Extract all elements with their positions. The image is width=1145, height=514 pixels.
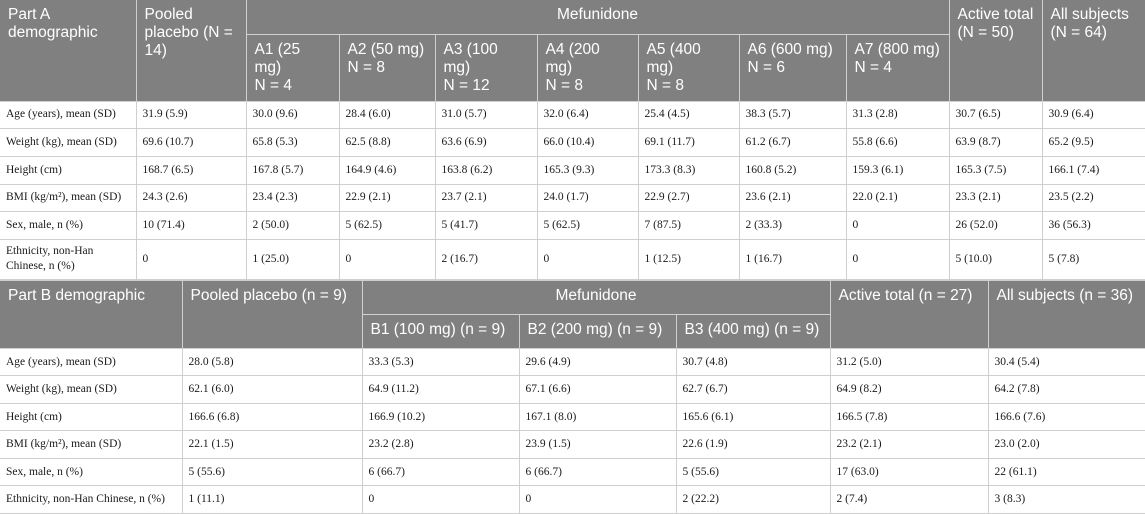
- part-b-body: [0, 348, 1145, 513]
- dose-cell: 38.3 (5.7): [739, 101, 846, 129]
- part-a-drug-header: Mefunidone: [246, 0, 949, 34]
- part-b-placebo-header: Pooled placebo (n = 9): [182, 280, 362, 348]
- dose-cell: 165.3 (9.3): [537, 156, 638, 184]
- part-b-header: [0, 280, 1145, 348]
- active-total-cell: 17 (63.0): [830, 458, 988, 486]
- row-label: Weight (kg), mean (SD): [0, 376, 182, 404]
- dose-cell: 31.3 (2.8): [846, 101, 949, 129]
- dose-cell: 30.0 (9.6): [246, 101, 339, 129]
- part-b-all-header: All subjects (n = 36): [988, 280, 1145, 348]
- dose-cell: 160.8 (5.2): [739, 156, 846, 184]
- dose-cell: 2 (50.0): [246, 212, 339, 240]
- dose-n: N = 4: [854, 58, 892, 76]
- dose-cell: 1 (25.0): [246, 239, 339, 279]
- dose-cell: 0: [846, 212, 949, 240]
- table-row: [0, 403, 1145, 431]
- dose-cell: 163.8 (6.2): [435, 156, 537, 184]
- dose-label: A2 (50 mg): [347, 40, 425, 58]
- dose-cell: 5 (55.6): [676, 458, 830, 486]
- dose-cell: 166.9 (10.2): [362, 403, 519, 431]
- placebo-cell: 28.0 (5.8): [182, 348, 362, 376]
- all-subjects-cell: 5 (7.8): [1042, 239, 1145, 279]
- dose-n: N = 8: [347, 58, 385, 76]
- dose-cell: 33.3 (5.3): [362, 348, 519, 376]
- dose-cell: 5 (62.5): [339, 212, 435, 240]
- dose-cell: 55.8 (6.6): [846, 129, 949, 157]
- dose-cell: 23.6 (2.1): [739, 184, 846, 212]
- dose-cell: 164.9 (4.6): [339, 156, 435, 184]
- all-subjects-cell: 36 (56.3): [1042, 212, 1145, 240]
- dose-cell: 22.0 (2.1): [846, 184, 949, 212]
- active-total-cell: 165.3 (7.5): [949, 156, 1042, 184]
- all-subjects-cell: 166.1 (7.4): [1042, 156, 1145, 184]
- dose-cell: 61.2 (6.7): [739, 129, 846, 157]
- dose-cell: 5 (62.5): [537, 212, 638, 240]
- dose-cell: 1 (12.5): [638, 239, 739, 279]
- dose-cell: 62.5 (8.8): [339, 129, 435, 157]
- active-total-cell: 31.2 (5.0): [830, 348, 988, 376]
- active-total-cell: 30.7 (6.5): [949, 101, 1042, 129]
- dose-cell: 2 (22.2): [676, 486, 830, 514]
- dose-cell: 66.0 (10.4): [537, 129, 638, 157]
- part-b-dose-header: B2 (200 mg) (n = 9): [519, 314, 676, 348]
- placebo-cell: 0: [136, 239, 246, 279]
- dose-label: A4 (200 mg): [545, 40, 600, 76]
- active-total-cell: 26 (52.0): [949, 212, 1042, 240]
- active-total-cell: 2 (7.4): [830, 486, 988, 514]
- dose-cell: 29.6 (4.9): [519, 348, 676, 376]
- part-a-dose-header: [846, 34, 949, 101]
- row-label: Weight (kg), mean (SD): [0, 129, 136, 157]
- dose-cell: 7 (87.5): [638, 212, 739, 240]
- row-label: Ethnicity, non-Han Chinese, n (%): [0, 239, 136, 279]
- part-b-drug-header: Mefunidone: [362, 280, 830, 314]
- all-subjects-cell: 22 (61.1): [988, 458, 1145, 486]
- table-row: [0, 184, 1145, 212]
- all-subjects-cell: 65.2 (9.5): [1042, 129, 1145, 157]
- row-label: BMI (kg/m²), mean (SD): [0, 431, 182, 459]
- dose-n: N = 8: [646, 76, 684, 94]
- placebo-cell: 24.3 (2.6): [136, 184, 246, 212]
- dose-n: N = 8: [545, 76, 583, 94]
- dose-n: N = 12: [443, 76, 490, 94]
- dose-cell: 0: [362, 486, 519, 514]
- part-a-dose-header: [739, 34, 846, 101]
- dose-cell: 65.8 (5.3): [246, 129, 339, 157]
- placebo-cell: 1 (11.1): [182, 486, 362, 514]
- table-row: [0, 212, 1145, 240]
- placebo-cell: 22.1 (1.5): [182, 431, 362, 459]
- placebo-cell: 69.6 (10.7): [136, 129, 246, 157]
- dose-label: A3 (100 mg): [443, 40, 498, 76]
- row-label: Sex, male, n (%): [0, 458, 182, 486]
- all-subjects-cell: 23.0 (2.0): [988, 431, 1145, 459]
- part-a-placebo-header: Pooled placebo (N = 14): [136, 0, 246, 101]
- dose-cell: 62.7 (6.7): [676, 376, 830, 404]
- part-a-demographic-header: Part A demographic: [0, 0, 136, 101]
- part-b-dose-header: B3 (400 mg) (n = 9): [676, 314, 830, 348]
- dose-cell: 30.7 (4.8): [676, 348, 830, 376]
- row-label: Ethnicity, non-Han Chinese, n (%): [0, 486, 182, 514]
- dose-cell: 2 (16.7): [435, 239, 537, 279]
- dose-cell: 24.0 (1.7): [537, 184, 638, 212]
- part-a-dose-header: [246, 34, 339, 101]
- part-a-dose-header: [339, 34, 435, 101]
- active-total-cell: 166.5 (7.8): [830, 403, 988, 431]
- dose-cell: 22.9 (2.1): [339, 184, 435, 212]
- placebo-cell: 10 (71.4): [136, 212, 246, 240]
- dose-cell: 69.1 (11.7): [638, 129, 739, 157]
- placebo-cell: 62.1 (6.0): [182, 376, 362, 404]
- dose-cell: 22.9 (2.7): [638, 184, 739, 212]
- part-a-active-header: Active total (N = 50): [949, 0, 1042, 101]
- dose-cell: 0: [846, 239, 949, 279]
- dose-label: A7 (800 mg): [854, 40, 940, 58]
- dose-cell: 1 (16.7): [739, 239, 846, 279]
- placebo-cell: 31.9 (5.9): [136, 101, 246, 129]
- part-b-active-header: Active total (n = 27): [830, 280, 988, 348]
- table-row: [0, 348, 1145, 376]
- dose-cell: 173.3 (8.3): [638, 156, 739, 184]
- part-a-body: [0, 101, 1145, 279]
- dose-cell: 23.2 (2.8): [362, 431, 519, 459]
- dose-cell: 167.8 (5.7): [246, 156, 339, 184]
- placebo-cell: 168.7 (6.5): [136, 156, 246, 184]
- dose-label: A1 (25 mg): [254, 40, 301, 76]
- dose-cell: 6 (66.7): [362, 458, 519, 486]
- dose-cell: 167.1 (8.0): [519, 403, 676, 431]
- dose-cell: 159.3 (6.1): [846, 156, 949, 184]
- active-total-cell: 23.3 (2.1): [949, 184, 1042, 212]
- active-total-cell: 5 (10.0): [949, 239, 1042, 279]
- table-row: [0, 486, 1145, 514]
- table-row: [0, 101, 1145, 129]
- active-total-cell: 23.2 (2.1): [830, 431, 988, 459]
- table-row: [0, 156, 1145, 184]
- dose-cell: 5 (41.7): [435, 212, 537, 240]
- part-a-header: [0, 0, 1145, 101]
- row-label: Height (cm): [0, 156, 136, 184]
- part-a-all-header: All subjects (N = 64): [1042, 0, 1145, 101]
- table-row: [0, 239, 1145, 279]
- table-row: [0, 129, 1145, 157]
- all-subjects-cell: 3 (8.3): [988, 486, 1145, 514]
- dose-cell: 2 (33.3): [739, 212, 846, 240]
- row-label: Height (cm): [0, 403, 182, 431]
- placebo-cell: 5 (55.6): [182, 458, 362, 486]
- part-a-dose-header: [638, 34, 739, 101]
- dose-cell: 28.4 (6.0): [339, 101, 435, 129]
- part-a-dose-header: [435, 34, 537, 101]
- table-row: [0, 376, 1145, 404]
- table-row: [0, 431, 1145, 459]
- all-subjects-cell: 23.5 (2.2): [1042, 184, 1145, 212]
- dose-cell: 63.6 (6.9): [435, 129, 537, 157]
- table-row: [0, 458, 1145, 486]
- all-subjects-cell: 30.9 (6.4): [1042, 101, 1145, 129]
- dose-cell: 23.7 (2.1): [435, 184, 537, 212]
- row-label: Age (years), mean (SD): [0, 348, 182, 376]
- dose-cell: 67.1 (6.6): [519, 376, 676, 404]
- dose-cell: 165.6 (6.1): [676, 403, 830, 431]
- dose-cell: 32.0 (6.4): [537, 101, 638, 129]
- all-subjects-cell: 64.2 (7.8): [988, 376, 1145, 404]
- row-label: Sex, male, n (%): [0, 212, 136, 240]
- part-b-dose-header: B1 (100 mg) (n = 9): [362, 314, 519, 348]
- placebo-cell: 166.6 (6.8): [182, 403, 362, 431]
- dose-cell: 23.9 (1.5): [519, 431, 676, 459]
- dose-cell: 0: [339, 239, 435, 279]
- dose-cell: 64.9 (11.2): [362, 376, 519, 404]
- dose-cell: 0: [537, 239, 638, 279]
- dose-cell: 23.4 (2.3): [246, 184, 339, 212]
- dose-cell: 31.0 (5.7): [435, 101, 537, 129]
- dose-label: A5 (400 mg): [646, 40, 701, 76]
- active-total-cell: 64.9 (8.2): [830, 376, 988, 404]
- dose-n: N = 4: [254, 76, 292, 94]
- dose-label: A6 (600 mg): [747, 40, 833, 58]
- all-subjects-cell: 30.4 (5.4): [988, 348, 1145, 376]
- part-a-dose-header: [537, 34, 638, 101]
- active-total-cell: 63.9 (8.7): [949, 129, 1042, 157]
- dose-n: N = 6: [747, 58, 785, 76]
- dose-cell: 22.6 (1.9): [676, 431, 830, 459]
- dose-cell: 0: [519, 486, 676, 514]
- part-b-demographic-header: Part B demographic: [0, 280, 182, 348]
- row-label: BMI (kg/m²), mean (SD): [0, 184, 136, 212]
- row-label: Age (years), mean (SD): [0, 101, 136, 129]
- dose-cell: 6 (66.7): [519, 458, 676, 486]
- all-subjects-cell: 166.6 (7.6): [988, 403, 1145, 431]
- dose-cell: 25.4 (4.5): [638, 101, 739, 129]
- part-b-table: [0, 280, 1145, 514]
